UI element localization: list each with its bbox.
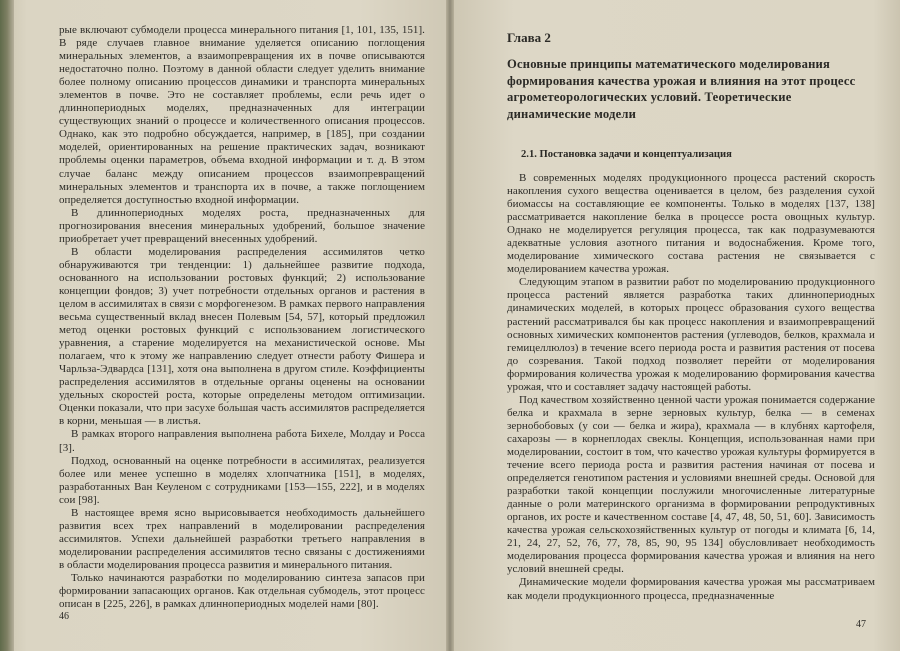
paragraph: В области моделирования распределения ассимилятов четко обнаруживаются три тенденции: 1) дальнейшее развитие подхода, основанного на использовании ростовых функций; 2) использование концепции фондов; 3) учет потребности отдельных органов и растения в целом в ассимилятах в связи с морфогенезом. В рамках первого направления весьма существенный вклад внесен Полевым [54, 57], который предложил метод оценки ростовых функций с использованием логистического уравнения, а старение моделируется на механистической основе. Мы полагаем, что к этому же направлению следует отнести работу Фишера и Чарльза-Эдвардса [131], хотя она выполнена в другом стиле. Коэффициенты распределения ассимилятов в отдельные органы оценены на основании удельных скоростей роста, которые определены методом оптимизации. Оценки показали, что при засухе бо́льшая часть ассимилятов распределяется в корни, меньшая — в листья. (59, 245, 425, 428)
page-number: 46 (59, 611, 69, 622)
paragraph: В длиннопериодных моделях роста, предназначенных для прогнозирования внесения минеральных удобрений, большое значение приобретает учет превращений внесенных удобрений. (59, 206, 425, 245)
paragraph: Подход, основанный на оценке потребности в ассимилятах, реализуется более или менее успешно в моделях хлопчатника [151], в моделях, разработанных Ван Кеуленом с сотрудниками [153—155, 222], и в моделях сои [98]. (59, 454, 425, 506)
paragraph: Следующим этапом в развитии работ по моделированию продукционного процесса растений является разработка таких длиннопериодных динамических моделей, в которых процесс образования сухого вещества растений рассматривался бы как процесс накопления и взаимопревращений основных химических компонентов растения (углеводов, белков, крахмала и гемицеллюлоз) в течение всего периода роста и развития растения от посева до созревания. Такой подход позволяет перейти от моделирования формирования количества урожая к моделированию формирования качества урожая, что и составляет задачу настоящей работы. (507, 276, 875, 393)
section-title: 2.1. Постановка задачи и концептуализация (521, 149, 732, 160)
left-page (0, 0, 449, 651)
page-edge (0, 0, 14, 651)
paragraph: Только начинаются разработки по моделированию синтеза запасов при формировании запасающих органов. Как отдельная субмодель, этот процесс описан в [225, 226], в рамках длиннопериодных моделей нами [80]. (59, 571, 425, 611)
right-page (451, 0, 900, 651)
page-number: 47 (856, 619, 866, 630)
left-text-column (59, 24, 425, 611)
paragraph: В настоящее время ясно вырисовывается необходимость дальнейшего развития всех трех направлений в моделировании распределения ассимилятов. Успехи дальнейшей разработки третьего направления в моделировании распределения ассимилятов тесно связаны с достижениями в области моделирования процесса развития и минерального питания. (59, 506, 425, 571)
right-text-column (507, 30, 875, 603)
paragraph: В современных моделях продукционного процесса растений скорость накопления сухого вещества оценивается в целом, без разделения сухой биомассы на составляющие ее компоненты. Только в моделях [137, 138] рассматривается накопление белка в процессе роста овощных культур. Однако не моделируется регуляция процесса, так как подразумеваются адекватные условия азотного питания и водоснабжения. Кроме того, моделирование химического состава растения не связывается с моделированием качества урожая. (507, 172, 875, 276)
paragraph: рые включают субмодели процесса минерального питания [1, 101, 135, 151]. В ряде случаев главное внимание уделяется описанию поглощения минеральных элементов, а взаимопревращения их в почве описываются недостаточно полно. Поэтому в данной области следует уделить внимание более полному описанию процессов динамики и транспорта минеральных элементов в почве. Это не составляет проблемы, если речь идет о длиннопериодных моделях, предназначенных для интеграции существующих знаний о процессе и количественного описания процессов. Однако, как это подробно обсуждается, например, в [185], при создании моделей, ориентированных на решение практических задач, возникают проблемы оценки параметров, объема входной информации и т. д. В этом случае баланс между описанием процессов взаимопревращений минеральных элементов и транспорта их в почве, а также поглощением определяется доступностью входной информации. (59, 24, 425, 206)
chapter-title: Основные принципы математического моделирования формирования качества урожая и влияния на этот процесс агрометеорологических условий. Теоретические динамические модели (507, 57, 856, 121)
book-gutter (446, 0, 454, 651)
paragraph: Динамические модели формирования качества урожая мы рассматриваем как модели продукционного процесса, предназначенные (507, 576, 875, 602)
paragraph: Под качеством хозяйственно ценной части урожая понимается содержание белка и крахмала в зерне зерновых культур, белка — в семенах зернобобовых (у сои — белка и жира), крахмала — в клубнях картофеля, сахарозы — в корнеплодах свеклы. Концепция, использованная нами при моделировании, состоит в том, что качество урожая культуры формируется в течение всего периода роста и развития растения начиная от посева и определяется генотипом растения и условиями внешней среды. Основой для разработки такой концепции послужили многочисленные литературные данные о роли материнского организма в формировании репродуктивных органов, их росте и качественном составе [4, 47, 48, 50, 51, 60]. Зависимость качества урожая сельскохозяйственных культур от погоды и климата [6, 14, 21, 24, 27, 52, 76, 77, 78, 85, 90, 95 134] обусловливает необходимость моделирования процесса формирования качества урожая и влияния на него условий внешней среды. (507, 393, 875, 576)
chapter-label: Глава 2 (507, 30, 551, 45)
paragraph: В рамках второго направления выполнена работа Бихеле, Молдау и Росса [3]. (59, 428, 425, 454)
